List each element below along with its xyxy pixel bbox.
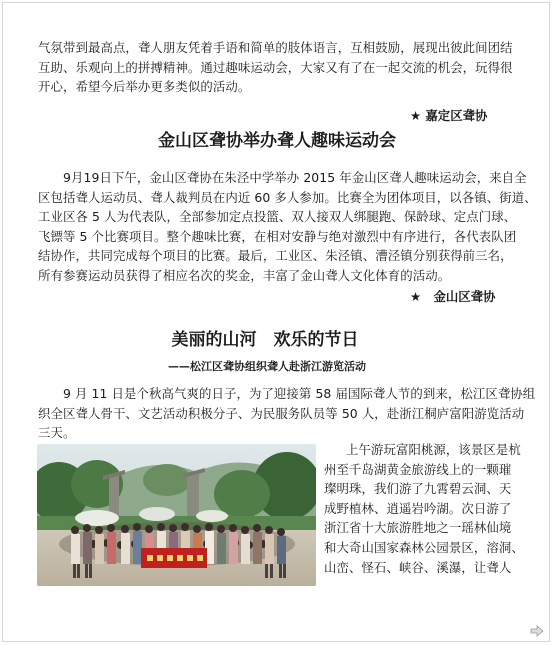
article-body-side-text	[324, 440, 524, 577]
text-line: 和大奇山国家森林公园景区，溶洞、	[324, 539, 524, 555]
article-subtitle: ——松江区聋协组织聋人赴浙江游览活动	[168, 360, 366, 373]
text-line: 浙江省十大旅游胜地之一瑶林仙境	[324, 520, 512, 536]
signature-jiading: ★ 嘉定区聋协	[410, 108, 488, 123]
text-line: 开心，希望今后举办更多类似的活动。	[38, 79, 251, 95]
page-next-arrow-icon[interactable]	[530, 622, 544, 634]
group-photo	[37, 444, 316, 586]
text-line: 区包括聋人运动员、聋人裁判员在内近 60 多人参加。比赛全为团体项目，以各镇、街道、	[38, 189, 537, 205]
article-title-songjiang: 美丽的山河 欢乐的节日	[171, 330, 359, 350]
text-line: 织全区聋人骨干、文艺活动积极分子、为民服务队员等 50 人，赴浙江桐庐富阳游览活动	[38, 405, 525, 421]
article-body-jinshan	[38, 168, 537, 286]
text-line: 州至千岛湖黄金旅游线上的一颗璀	[324, 461, 512, 477]
previous-article-paragraph	[38, 38, 516, 97]
text-line: 气氛带到最高点，聋人朋友凭着手语和简单的肢体语言，互相鼓励，展现出彼此间团结	[38, 40, 513, 55]
text-line: 山峦、怪石、峡谷、溪瀑，让聋人	[324, 559, 512, 575]
text-line: 互助、乐观向上的拼搏精神。通过趣味运动会，大家又有了在一起交流的机会，玩得很	[38, 59, 513, 75]
text-line: 三天。	[38, 425, 76, 441]
text-line: 飞镖等 5 个比赛项目。整个趣味比赛，在相对安静与绝对激烈中有序进行，各代表队团	[38, 228, 517, 244]
text-line: 工业区各 5 人为代表队，全部参加定点投篮、双人接双人绑腿跑、保龄球、定点门球、	[38, 209, 517, 225]
text-line: 璨明珠，我们游了九霄碧云洞、天	[324, 481, 512, 497]
text-line: 上午游玩富阳桃源，该景区是杭	[346, 442, 521, 457]
article-body-songjiang	[38, 384, 536, 443]
group-photo-illustration	[37, 444, 316, 586]
article-title-jinshan: 金山区聋协举办聋人趣味运动会	[158, 131, 396, 151]
text-line: 9 月 11 日是个秋高气爽的日子，为了迎接第 58 届国际聋人节的到来，松江区聋协组	[63, 386, 536, 401]
text-line: 结协作，共同完成每个项目的比赛。最后，工业区、朱泾镇、漕泾镇分别获得前三名，	[38, 248, 513, 264]
text-line: 成野植林、逍遥岩吟湖。次日游了	[324, 500, 512, 516]
text-line: 9月19日下午，金山区聋协在朱泾中学举办 2015 年金山区聋人趣味运动会，来自全	[63, 170, 527, 185]
text-line: 所有参赛运动员获得了相应名次的奖金，丰富了金山聋人文化体育的活动。	[38, 267, 451, 283]
signature-jinshan: ★ 金山区聋协	[410, 289, 496, 304]
